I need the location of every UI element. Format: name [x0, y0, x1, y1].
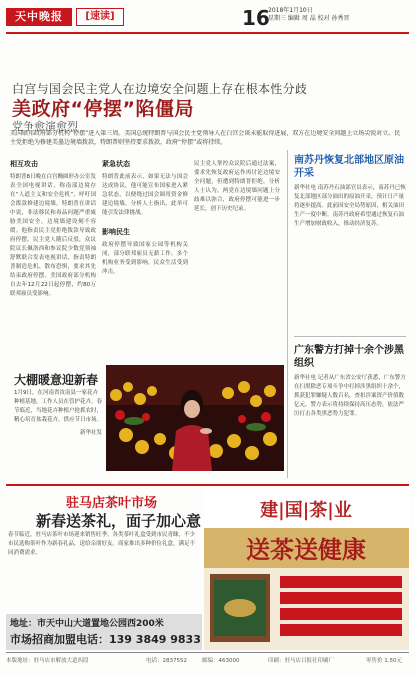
tea-ad-graphic [204, 488, 409, 650]
tea-market-story [6, 484, 409, 649]
photo-story [8, 363, 284, 473]
column-heading: 影响民生 [102, 228, 130, 236]
footer-printer: 印刷：驻马店日报社印刷厂 [268, 658, 335, 664]
column-text: 政府停摆导致国家公园等机构关闭，部分联邦雇员无薪工作。多个机构业务受到影响，民众生活受到冲击。 [102, 242, 188, 275]
column-heading: 紧急状态 [102, 160, 130, 168]
sidebar-text: 新华社电 南苏丹石油部官员表示，南苏丹已恢复北部地区部分油田的原油开采，预计日产量将逐步提高。此前因安全局势原因，相关油田生产一度中断。南苏丹政府希望通过恢复石油生产增加财政收入，推动经济复苏。 [294, 185, 406, 227]
ad-slogan-text: 送茶送健康 [246, 535, 366, 564]
article-summary: 美国联邦政府部分机构“停摆”进入第三周。美国总统特朗普与国会民主党领导人在白宫会谈未能取得进展，双方在边境安全问题上立场尖锐对立。民主党拒绝为修建美墨边境墙拨款，特朗普则坚持要求拨款，政府“停摆”或将持续。 [10, 130, 401, 146]
sidebar-title: 广东警方打掉十余个涉黑组织 [294, 345, 404, 369]
footer-address: 本版地址：驻马店市解放大道西段 [6, 658, 89, 664]
article-kicker: 白宫与国会民主党人在边境安全问题上存在根本性分歧 [12, 82, 308, 96]
photo-illustration [106, 365, 284, 471]
article-column-2 [102, 160, 188, 360]
photo-caption [14, 389, 102, 471]
column-divider [287, 150, 288, 478]
column-heading: 相互攻击 [10, 160, 38, 168]
article-subhead: 党争愈演愈烈 [12, 120, 78, 133]
ad-banner-text: 建|国|茶|业 [260, 500, 352, 521]
column-text: 民主党人掌控众议院后通过法案，要求先恢复政府运作再讨论边境安全问题，但遭到特朗普拒绝。分析人士认为，两党在边境墙问题上分歧难以弥合，政府停摆可能进一步延长，创下历史纪录。 [194, 161, 280, 212]
column-text: 特朗普8日晚在白宫椭圆形办公室发表全国电视讲话，称南部边境存在“人道主义和安全危机”，呼吁国会拨款修建边境墙。特朗普在讲话中说，非法移民和毒品问题严重威胁美国安全，边境墙建设刻不容缓。他指责民主党拒绝拨款导致政府停摆。民主党人随后反驳，众议院议长佩洛西和参议院少数党领袖舒默联合发表电视讲话，指责特朗普制造危机、散布恐惧，要求其先结束政府停摆。美国政府部分机构自去年12月22日起停摆，约80万联邦雇员受影响。 [10, 174, 96, 297]
story-headline: 新春送茶礼，面子加心意 [36, 512, 202, 530]
header-meta [268, 7, 408, 23]
contact-bar [6, 614, 202, 650]
meta-line: 星期三 编辑 周 晶 校对 孙秀晋 [268, 15, 350, 22]
newspaper-logo: 天中晚报 [6, 8, 72, 26]
tea-advertisement [204, 488, 409, 650]
caption-text: 1月9日，在河南省汝南县一家花卉种植基地，工作人员在管护花卉。春节临近，当地花卉种植户抢抓农时，精心培育盆栽花卉，供应节日市场。 [14, 390, 102, 423]
page-footer [6, 652, 409, 666]
market-phone: 市场招商加盟电话：139 3849 9833 [10, 633, 201, 646]
article-column-3 [194, 160, 280, 360]
article-headline: 美政府“停摆”陷僵局 [12, 98, 194, 120]
masthead [6, 4, 409, 32]
footer-phone: 电话：2837552 [146, 658, 187, 664]
story-text: 春节临近，驻马店茶叶市场迎来销售旺季。各类茶叶礼盒受到市民青睐，不少市民选购茶叶作为新春礼品，送给亲朋好友。商家推出多种价位礼盒，满足不同消费需求。 [8, 532, 196, 556]
article-column-1 [10, 160, 96, 360]
footer-postcode: 邮编：463000 [202, 658, 240, 664]
sidebar-title: 南苏丹恢复北部地区原油开采 [294, 155, 404, 179]
masthead-rule [6, 32, 409, 34]
date-line: 2018年1月10日 [268, 7, 313, 14]
sidebar-text: 新华社电 记者从广东省公安厅获悉，广东警方在扫黑除恶专项斗争中打掉涉黑组织十余个，抓获犯罪嫌疑人数百名，查扣涉案资产价值数亿元。警方表示将持续保持高压态势，依法严厉打击各类黑恶势力犯罪。 [294, 375, 406, 417]
story-kicker: 驻马店茶叶市场 [66, 496, 158, 511]
photo-credit: 新华社发 [79, 430, 102, 436]
footer-price: 零售价 1.50元 [366, 658, 402, 664]
page-number: 16 [242, 6, 270, 30]
column-text: 特朗普此前表示，如果无法与国会达成协议，他可能宣布国家进入紧急状态，以便绕过国会调用资金修建边境墙。分析人士指出，此举可能引发法律挑战。 [102, 174, 188, 216]
flower-greenhouse-photo [106, 365, 284, 471]
sidebar-divider [294, 336, 406, 337]
section-tag: [速读] [76, 8, 124, 26]
photo-title: 大棚暖意迎新春 [14, 373, 99, 387]
market-address: 地址：市天中山大道置地公园西200米 [10, 619, 164, 629]
